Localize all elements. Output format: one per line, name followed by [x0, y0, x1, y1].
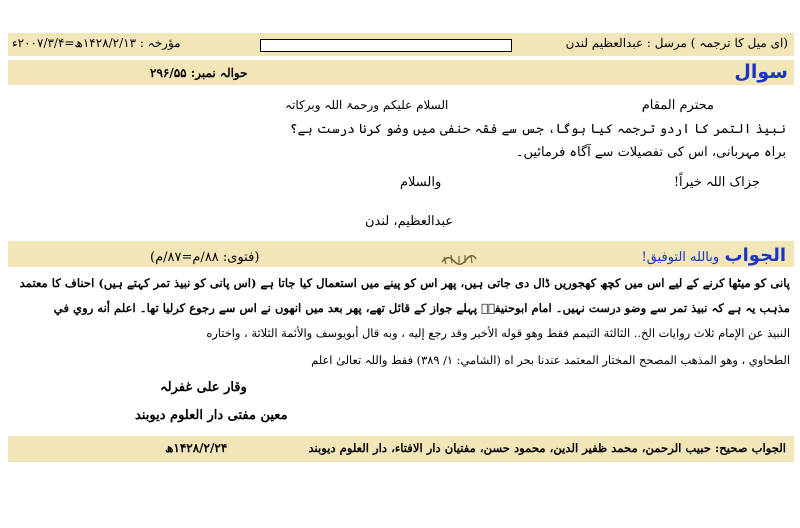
question-line-2: براہ مہربانی، اس کی تفصیلات سے آگاہ فرمائیں۔ — [515, 145, 786, 160]
answer-line-1: پانی کو میٹھا کرنے کے لیے اس میں کچھ کھجوریں ڈال دی جاتی ہیں، پھر اس کو پینے میں استعمال کیا جاتا ہے (اس پانی کو نبیذ تمر کہتے ہیں) احناف کا معتمد — [19, 276, 790, 290]
question-signature: عبدالعظیم، لندن — [365, 214, 454, 229]
redacted-box — [260, 39, 512, 52]
question-thanks: جزاک اللہ خیراً! — [673, 175, 760, 190]
footer-verified: الجواب صحیح: حبیب الرحمن، محمد ظفیر الدین، محمود حسن، مفتیان دار الافتاء، دار العلوم دیوبند — [308, 441, 786, 455]
header-date: مؤرخہ : ۱۴۲۸/۲/۱۳ھ=۲۰۰۷/۳/۴ء — [12, 36, 181, 50]
answer-subheading: وبالله التوفيق! — [641, 250, 720, 265]
header-sender: (ای میل کا ترجمہ ) مرسل : عبدالعظیم لندن — [565, 36, 788, 50]
question-salam: والسلام — [400, 175, 442, 190]
answer-signature-2: معین مفتی دار العلوم دیوبند — [135, 408, 288, 423]
answer-heading: الجواب — [724, 245, 786, 266]
answer-heading-group — [642, 245, 787, 266]
answer-line-3: النبيذ عن الإمام ثلاث روايات الخ.. الثالثة التيمم فقط وهو قوله الأخير وقد رجع إليه ، وبه قال أبويوسف والأئمة الثلاثة ، واختاره — [206, 326, 790, 340]
bismillah-calligraphy-icon — [440, 251, 478, 267]
answer-fatwa-number: (فتوی: ۸۸/م=۸۷/م) — [150, 250, 260, 265]
footer-date: ۱۴۲۸/۲/۲۴ھ — [165, 441, 228, 455]
question-bar — [8, 60, 794, 85]
answer-line-4: الطحاوي ، وهو المذهب المصحح المختار المعتمد عندنا بحر اه (الشامي: ۱/ ۳۸۹) فقط واللہ تعالیٰ اعلم — [311, 353, 790, 367]
answer-line-2: مذہب یہ ہے کہ نبیذ تمر سے وضو درست نہیں۔ امام ابوحنیفہؒ پہلے جواز کے قائل تھے، پھر بعد میں انھوں نے اس سے رجوع کرلیا تھا۔ اعلم أنه روي في — [53, 301, 790, 315]
question-heading: سوال — [734, 61, 788, 83]
answer-signature-1: وقار علی غفرلہ — [160, 380, 247, 395]
question-line-1: نبیذ التمر کا اردو ترجمہ کیا ہوگا، جس سے فقہ حنفی میں وضو کرنا درست ہے؟ — [289, 122, 786, 137]
question-greeting-right: محترم المقام — [641, 98, 714, 113]
question-reference: حوالہ نمبر: ۲۹۶/۵۵ — [150, 66, 248, 80]
question-greeting-left: السلام علیکم ورحمۃ اللہ وبرکاتہ — [285, 98, 449, 112]
